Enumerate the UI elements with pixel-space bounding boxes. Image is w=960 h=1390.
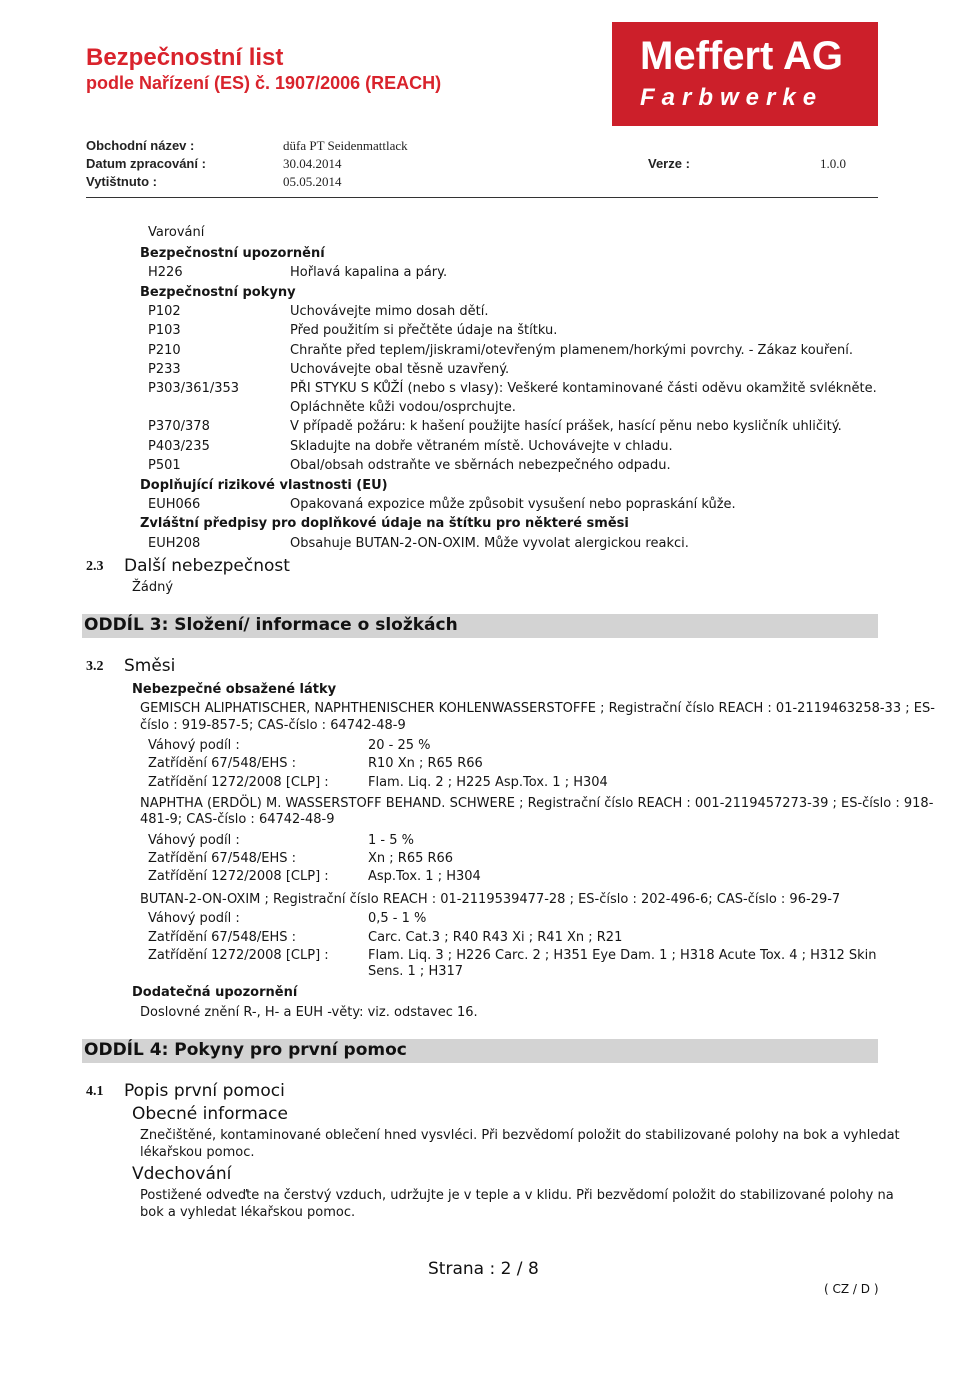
precaution-text: Před použitím si přečtěte údaje na štítku. [290, 323, 558, 338]
weight-label: Váhový podíl : [148, 911, 240, 926]
substance-name: NAPHTHA (ERDÖL) M. WASSERSTOFF BEHAND. SCHWERE ; Registrační číslo REACH : 001-2119457273-39 ; ES-číslo : 918- [140, 796, 934, 811]
section-bar-4 [82, 1039, 878, 1063]
weight-value: 20 - 25 % [368, 738, 431, 753]
precaution-text: Obal/obsah odstraňte ve sběrnách nebezpečného odpadu. [290, 458, 671, 473]
substance-name-continued: číslo : 919-857-5; CAS-číslo : 64742-48-9 [140, 718, 406, 733]
signal-word: Varování [148, 225, 205, 240]
precaution-code: P103 [148, 323, 181, 338]
ehs-value: R10 Xn ; R65 R66 [368, 756, 483, 771]
special-code: EUH208 [148, 536, 201, 551]
substance-name: GEMISCH ALIPHATISCHER, NAPHTHENISCHER KOHLENWASSERSTOFFE ; Registrační číslo REACH : 01-2119463258-33 ; ES- [140, 701, 935, 716]
version-label: Verze : [648, 156, 690, 171]
general-text-continued: lékařskou pomoc. [140, 1145, 255, 1160]
clp-value: Flam. Liq. 2 ; H225 Asp.Tox. 1 ; H304 [368, 775, 608, 790]
hazard-text: Hořlavá kapalina a páry. [290, 265, 448, 280]
section-number: 4.1 [86, 1084, 104, 1099]
precaution-text: Uchovávejte obal těsně uzavřený. [290, 362, 510, 377]
section-text: Žádný [132, 580, 174, 595]
precaution-code: P501 [148, 458, 181, 473]
locale-code: ( CZ / D ) [824, 1282, 879, 1296]
precaution-code: P370/378 [148, 419, 210, 434]
clp-label: Zatřídění 1272/2008 [CLP] : [148, 775, 329, 790]
precaution-text: PŘI STYKU S KŮŽÍ (nebo s vlasy): Veškeré kontaminované části oděvu okamžitě svlékněte. [290, 381, 877, 396]
substances-heading: Nebezpečné obsažené látky [132, 682, 337, 697]
section-title: Další nebezpečnost [124, 556, 290, 576]
precaution-code: P303/361/353 [148, 381, 240, 396]
company-logo [612, 22, 878, 126]
revision-date: 30.04.2014 [283, 156, 342, 171]
precaution-text: Chraňte před teplem/jiskrami/otevřeným plamenem/horkými povrchy. - Zákaz kouření. [290, 343, 853, 358]
extra-text: Doslovné znění R-, H- a EUH -věty: viz. odstavec 16. [140, 1005, 478, 1020]
ehs-label: Zatřídění 67/548/EHS : [148, 930, 297, 945]
precaution-code: P102 [148, 304, 181, 319]
ehs-value: Xn ; R65 R66 [368, 851, 454, 866]
clp-label: Zatřídění 1272/2008 [CLP] : [148, 948, 329, 963]
clp-label: Zatřídění 1272/2008 [CLP] : [148, 869, 329, 884]
eu-heading: Doplňující rizikové vlastnosti (EU) [140, 478, 388, 493]
clp-value: Flam. Liq. 3 ; H226 Carc. 2 ; H351 Eye Dam. 1 ; H318 Acute Tox. 4 ; H312 Skin [368, 948, 877, 963]
revision-label: Datum zpracování : [86, 156, 206, 171]
version-value: 1.0.0 [820, 156, 846, 171]
precaution-text-continued: Opláchněte kůži vodou/osprchujte. [290, 400, 516, 415]
page-number: Strana : 2 / 8 [428, 1259, 539, 1279]
weight-value: 1 - 5 % [368, 833, 414, 848]
section-title: Směsi [124, 656, 176, 676]
section-bar-title: ODDÍL 4: Pokyny pro první pomoc [84, 1040, 407, 1060]
substance-name-continued: 481-9; CAS-číslo : 64742-48-9 [140, 812, 335, 827]
general-text: Znečištěné, kontaminované oblečení hned vysvléci. Při bezvědomí položit do stabilizované polohy na bok a vyhledat [140, 1128, 900, 1143]
inhalation-heading: Vdechování [132, 1164, 232, 1184]
logo-subname: Farbwerke [640, 84, 824, 111]
hazard-code: H226 [148, 265, 183, 280]
section-bar-3 [82, 614, 878, 638]
weight-label: Váhový podíl : [148, 738, 240, 753]
document-title: Bezpečnostní list [86, 44, 284, 71]
special-text: Obsahuje BUTAN-2-ON-OXIM. Může vyvolat alergickou reakci. [290, 536, 689, 551]
logo-name: Meffert AG [640, 34, 843, 78]
precaution-code: P233 [148, 362, 181, 377]
precaution-code: P403/235 [148, 439, 210, 454]
inhalation-text-continued: bok a vyhledat lékařskou pomoc. [140, 1205, 356, 1220]
precaution-code: P210 [148, 343, 181, 358]
trade-name: düfa PT Seidenmattlack [283, 138, 408, 153]
substance-name: BUTAN-2-ON-OXIM ; Registrační číslo REACH : 01-2119539477-28 ; ES-číslo : 202-496-6; CAS-číslo : 96-29-7 [140, 892, 841, 907]
clp-value-continued: Sens. 1 ; H317 [368, 964, 464, 979]
eu-text: Opakovaná expozice může způsobit vysušení nebo popraskání kůže. [290, 497, 736, 512]
general-heading: Obecné informace [132, 1104, 288, 1124]
extra-heading: Dodatečná upozornění [132, 985, 298, 1000]
document-subtitle: podle Nařízení (ES) č. 1907/2006 (REACH) [86, 73, 442, 93]
hazard-heading: Bezpečnostní upozornění [140, 246, 325, 261]
print-date: 05.05.2014 [283, 174, 342, 189]
precaution-text: Uchovávejte mimo dosah dětí. [290, 304, 489, 319]
inhalation-text: Postižené odveďte na čerstvý vzduch, udržujte je v teple a v klidu. Při bezvědomí položit do stabilizované polohy na [140, 1188, 894, 1203]
section-title: Popis první pomoci [124, 1081, 285, 1101]
ehs-label: Zatřídění 67/548/EHS : [148, 756, 297, 771]
weight-value: 0,5 - 1 % [368, 911, 427, 926]
precaution-text: V případě požáru: k hašení použijte hasící prášek, hasící pěnu nebo kysličník uhličitý. [290, 419, 842, 434]
header-divider [86, 197, 878, 198]
trade-name-label: Obchodní název : [86, 138, 195, 153]
print-label: Vytištnuto : [86, 174, 158, 189]
clp-value: Asp.Tox. 1 ; H304 [368, 869, 481, 884]
ehs-value: Carc. Cat.3 ; R40 R43 Xi ; R41 Xn ; R21 [368, 930, 623, 945]
weight-label: Váhový podíl : [148, 833, 240, 848]
section-bar-title: ODDÍL 3: Složení/ informace o složkách [84, 615, 458, 635]
eu-code: EUH066 [148, 497, 201, 512]
precaution-heading: Bezpečnostní pokyny [140, 285, 296, 300]
section-number: 3.2 [86, 659, 104, 674]
special-heading: Zvláštní předpisy pro doplňkové údaje na štítku pro některé směsi [140, 516, 629, 531]
precaution-text: Skladujte na dobře větraném místě. Uchovávejte v chladu. [290, 439, 673, 454]
ehs-label: Zatřídění 67/548/EHS : [148, 851, 297, 866]
section-number: 2.3 [86, 559, 104, 574]
